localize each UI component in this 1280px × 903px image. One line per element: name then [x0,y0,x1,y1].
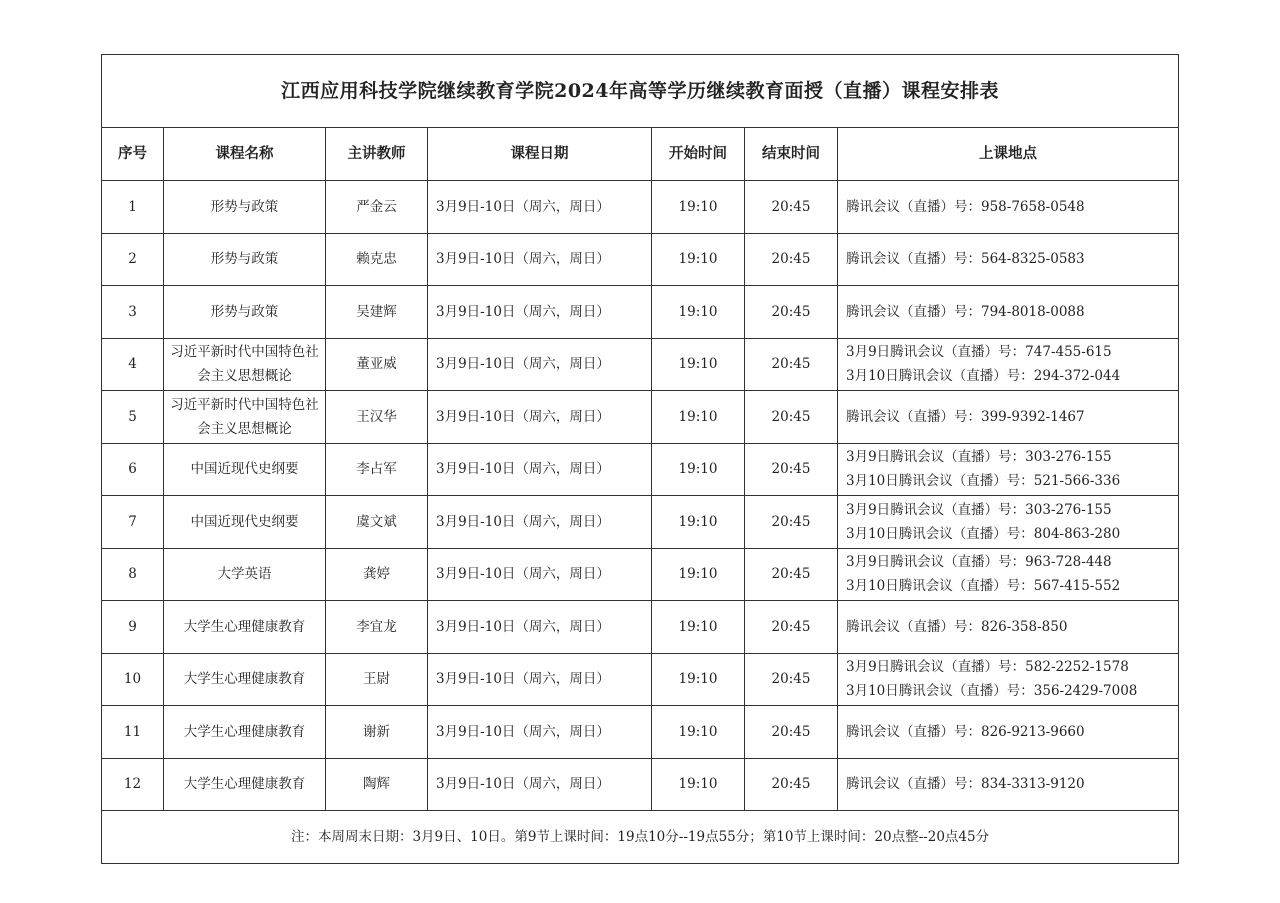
cell-start: 19:10 [652,391,745,444]
cell-date: 3月9日-10日（周六，周日） [428,496,652,549]
cell-date: 3月9日-10日（周六，周日） [428,338,652,391]
table-row [102,548,1179,601]
cell-location [838,496,1179,549]
cell-end: 20:45 [745,391,838,444]
header-end: 结束时间 [745,128,838,181]
cell-location [838,181,1179,234]
location-line: 3月9日腾讯会议（直播）号：303-276-155 [846,449,1112,466]
table-row [102,496,1179,549]
cell-end: 20:45 [745,181,838,234]
table-row [102,758,1179,811]
location-line: 3月9日腾讯会议（直播）号：747-455-615 [846,344,1112,361]
header-teacher: 主讲教师 [326,128,428,181]
cell-course: 习近平新时代中国特色社会主义思想概论 [164,338,326,391]
cell-end: 20:45 [745,338,838,391]
cell-start: 19:10 [652,706,745,759]
cell-start: 19:10 [652,653,745,706]
cell-start: 19:10 [652,286,745,339]
cell-date: 3月9日-10日（周六，周日） [428,233,652,286]
cell-course: 大学英语 [164,548,326,601]
cell-start: 19:10 [652,233,745,286]
cell-teacher: 谢新 [326,706,428,759]
header-course: 课程名称 [164,128,326,181]
cell-course: 大学生心理健康教育 [164,601,326,654]
cell-teacher: 严金云 [326,181,428,234]
cell-location [838,706,1179,759]
cell-teacher: 陶辉 [326,758,428,811]
cell-no: 7 [102,496,164,549]
cell-location [838,233,1179,286]
cell-date: 3月9日-10日（周六，周日） [428,601,652,654]
cell-course: 中国近现代史纲要 [164,443,326,496]
location-line: 腾讯会议（直播）号：794-8018-0088 [846,303,1085,320]
cell-date: 3月9日-10日（周六，周日） [428,181,652,234]
cell-teacher: 李占军 [326,443,428,496]
location-line: 腾讯会议（直播）号：834-3313-9120 [846,776,1085,793]
cell-course: 习近平新时代中国特色社会主义思想概论 [164,391,326,444]
table-row [102,286,1179,339]
header-no: 序号 [102,128,164,181]
table-row [102,233,1179,286]
location-line: 3月9日腾讯会议（直播）号：963-728-448 [846,554,1112,571]
header-location: 上课地点 [838,128,1179,181]
cell-teacher: 虞文斌 [326,496,428,549]
cell-teacher: 赖克忠 [326,233,428,286]
cell-date: 3月9日-10日（周六，周日） [428,758,652,811]
table-row [102,653,1179,706]
cell-end: 20:45 [745,286,838,339]
cell-teacher: 龚婷 [326,548,428,601]
cell-start: 19:10 [652,181,745,234]
cell-start: 19:10 [652,548,745,601]
cell-no: 8 [102,548,164,601]
cell-teacher: 吴建辉 [326,286,428,339]
table-row [102,391,1179,444]
cell-start: 19:10 [652,338,745,391]
cell-no: 5 [102,391,164,444]
cell-date: 3月9日-10日（周六，周日） [428,548,652,601]
cell-no: 1 [102,181,164,234]
cell-date: 3月9日-10日（周六，周日） [428,391,652,444]
cell-end: 20:45 [745,653,838,706]
cell-end: 20:45 [745,443,838,496]
cell-teacher: 王尉 [326,653,428,706]
location-line: 腾讯会议（直播）号：564-8325-0583 [846,251,1085,268]
table-row [102,601,1179,654]
cell-end: 20:45 [745,496,838,549]
location-line: 腾讯会议（直播）号：399-9392-1467 [846,408,1085,425]
cell-course: 形势与政策 [164,181,326,234]
schedule-sheet [101,54,1178,864]
table-row [102,338,1179,391]
header-date: 课程日期 [428,128,652,181]
cell-date: 3月9日-10日（周六，周日） [428,653,652,706]
footer-note: 注：本周周末日期：3月9日、10日。第9节上课时间：19点10分--19点55分；第10节上课时间：20点整--20点45分 [102,811,1179,864]
table-row [102,706,1179,759]
location-line: 3月10日腾讯会议（直播）号：294-372-044 [846,368,1121,385]
cell-start: 19:10 [652,601,745,654]
cell-no: 12 [102,758,164,811]
cell-no: 6 [102,443,164,496]
cell-course: 大学生心理健康教育 [164,653,326,706]
cell-location [838,653,1179,706]
cell-location [838,391,1179,444]
cell-course: 形势与政策 [164,286,326,339]
cell-no: 10 [102,653,164,706]
header-row [102,128,1179,181]
location-line: 3月10日腾讯会议（直播）号：521-566-336 [846,473,1121,490]
table-row [102,443,1179,496]
cell-start: 19:10 [652,496,745,549]
cell-location [838,758,1179,811]
cell-date: 3月9日-10日（周六，周日） [428,706,652,759]
cell-no: 2 [102,233,164,286]
location-line: 3月10日腾讯会议（直播）号：567-415-552 [846,578,1121,595]
cell-end: 20:45 [745,758,838,811]
cell-location [838,548,1179,601]
cell-date: 3月9日-10日（周六，周日） [428,443,652,496]
cell-end: 20:45 [745,706,838,759]
cell-no: 3 [102,286,164,339]
location-line: 腾讯会议（直播）号：826-9213-9660 [846,723,1085,740]
cell-no: 11 [102,706,164,759]
cell-teacher: 王汉华 [326,391,428,444]
cell-location [838,601,1179,654]
location-line: 3月9日腾讯会议（直播）号：303-276-155 [846,501,1112,518]
cell-end: 20:45 [745,548,838,601]
cell-no: 9 [102,601,164,654]
cell-location [838,443,1179,496]
cell-start: 19:10 [652,443,745,496]
cell-teacher: 董亚威 [326,338,428,391]
cell-teacher: 李宜龙 [326,601,428,654]
location-line: 腾讯会议（直播）号：826-358-850 [846,618,1068,635]
cell-end: 20:45 [745,233,838,286]
cell-course: 形势与政策 [164,233,326,286]
location-line: 3月10日腾讯会议（直播）号：804-863-280 [846,525,1121,542]
location-line: 3月9日腾讯会议（直播）号：582-2252-1578 [846,659,1129,676]
cell-location [838,338,1179,391]
cell-course: 大学生心理健康教育 [164,758,326,811]
cell-start: 19:10 [652,758,745,811]
location-line: 腾讯会议（直播）号：958-7658-0548 [846,198,1085,215]
cell-date: 3月9日-10日（周六，周日） [428,286,652,339]
cell-no: 4 [102,338,164,391]
location-line: 3月10日腾讯会议（直播）号：356-2429-7008 [846,683,1138,700]
schedule-table [101,54,1179,864]
header-start: 开始时间 [652,128,745,181]
table-row [102,181,1179,234]
cell-course: 大学生心理健康教育 [164,706,326,759]
table-title: 江西应用科技学院继续教育学院2024年高等学历继续教育面授（直播）课程安排表 [102,55,1179,128]
cell-location [838,286,1179,339]
cell-course: 中国近现代史纲要 [164,496,326,549]
cell-end: 20:45 [745,601,838,654]
